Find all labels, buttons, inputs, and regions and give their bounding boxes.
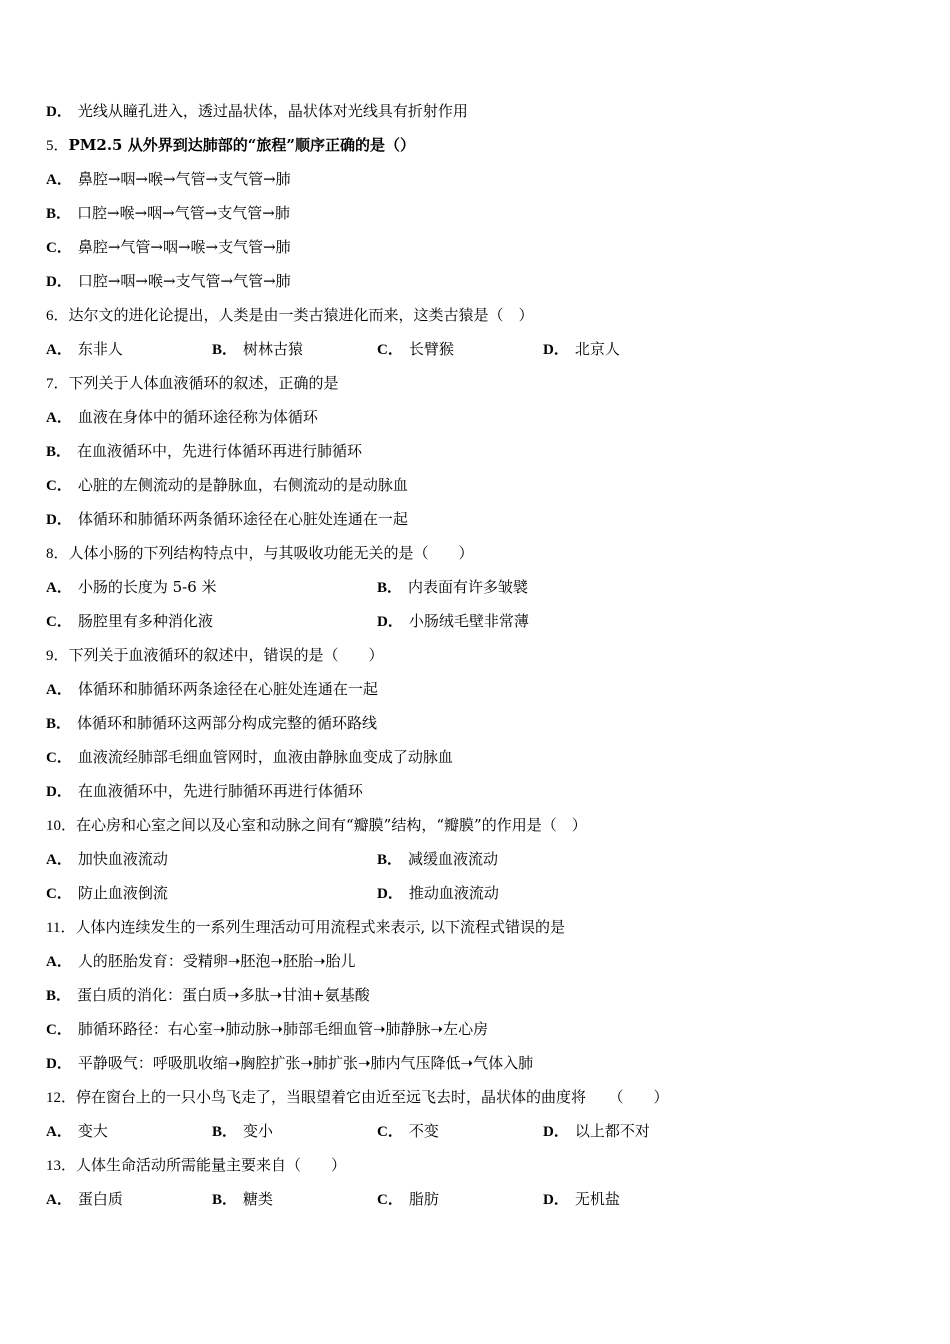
option-b-q6: B． 树林古猿 (212, 340, 304, 358)
option-d-q11: D． 平静吸气：呼吸肌收缩➝胸腔扩张➝肺扩张➝肺内气压降低➝气体入肺 (46, 1054, 534, 1072)
option-b-q9: B． 体循环和肺循环这两部分构成完整的循环路线 (46, 714, 378, 732)
option-c-q7: C． 心脏的左侧流动的是静脉血，右侧流动的是动脉血 (46, 476, 408, 494)
option-c-q6: C． 长臂猴 (377, 340, 454, 358)
option-c-q10: C． 防止血液倒流 (46, 884, 168, 902)
question-6: 6．达尔文的进化论提出，人类是由一类古猿进化而来，这类古猿是（ ） (46, 306, 534, 324)
option-d-q8: D． 小肠绒毛壁非常薄 (377, 612, 529, 630)
question-7: 7．下列关于人体血液循环的叙述，正确的是 (46, 374, 339, 392)
option-c-q5: C． 鼻腔→气管→咽→喉→支气管→肺 (46, 238, 291, 256)
option-d-q10: D． 推动血液流动 (377, 884, 499, 902)
question-8: 8．人体小肠的下列结构特点中，与其吸收功能无关的是（ ） (46, 544, 474, 562)
options-q8-row2 (46, 610, 906, 632)
option-a-q5: A． 鼻腔→咽→喉→气管→支气管→肺 (46, 170, 291, 188)
option-a-q6: A． 东非人 (46, 340, 123, 358)
option-d-q9: D． 在血液循环中，先进行肺循环再进行体循环 (46, 782, 363, 800)
option-a-q13: A． 蛋白质 (46, 1190, 123, 1208)
option-a-q12: A． 变大 (46, 1122, 108, 1140)
options-q8-row1 (46, 576, 906, 598)
question-9: 9．下列关于血液循环的叙述中，错误的是（ ） (46, 646, 384, 664)
option-a-q11: A． 人的胚胎发育：受精卵➝胚泡➝胚胎➝胎儿 (46, 952, 356, 970)
option-d-q4: D． 光线从瞳孔进入，透过晶状体，晶状体对光线具有折射作用 (46, 102, 468, 120)
option-c-q8: C． 肠腔里有多种消化液 (46, 612, 213, 630)
option-a-q7: A． 血液在身体中的循环途径称为体循环 (46, 408, 318, 426)
options-q10-row1 (46, 848, 906, 870)
option-b-q11: B． 蛋白质的消化：蛋白质➝多肽➝甘油+氨基酸 (46, 986, 370, 1004)
question-11: 11．人体内连续发生的一系列生理活动可用流程式来表示, 以下流程式错误的是 (46, 918, 565, 936)
option-b-q12: B． 变小 (212, 1122, 274, 1140)
option-b-q5: B． 口腔→喉→咽→气管→支气管→肺 (46, 204, 290, 222)
option-b-q7: B． 在血液循环中，先进行体循环再进行肺循环 (46, 442, 363, 460)
question-10: 10．在心房和心室之间以及心室和动脉之间有“瓣膜”结构，“瓣膜”的作用是（ ） (46, 816, 587, 834)
option-c-q11: C． 肺循环路径：右心室➝肺动脉➝肺部毛细血管➝肺静脉➝左心房 (46, 1020, 489, 1038)
option-a-q10: A． 加快血液流动 (46, 850, 168, 868)
options-q13 (46, 1188, 906, 1210)
question-5: 5．PM2.5 从外界到达肺部的“旅程”顺序正确的是（） (46, 136, 415, 154)
options-q12 (46, 1120, 906, 1142)
option-b-q8: B． 内表面有许多皱襞 (377, 578, 529, 596)
option-d-q7: D． 体循环和肺循环两条循环途径在心脏处连通在一起 (46, 510, 408, 528)
question-13: 13．人体生命活动所需能量主要来自（ ） (46, 1156, 347, 1174)
option-c-q9: C． 血液流经肺部毛细血管网时，血液由静脉血变成了动脉血 (46, 748, 453, 766)
option-b-q13: B． 糖类 (212, 1190, 274, 1208)
option-a-q8: A． 小肠的长度为 5-6 米 (46, 578, 217, 596)
option-c-q12: C． 不变 (377, 1122, 439, 1140)
option-d-q5: D． 口腔→咽→喉→支气管→气管→肺 (46, 272, 291, 290)
option-c-q13: C． 脂肪 (377, 1190, 439, 1208)
options-q6 (46, 338, 906, 360)
option-b-q10: B． 减缓血液流动 (377, 850, 499, 868)
options-q10-row2 (46, 882, 906, 904)
question-12: 12．停在窗台上的一只小鸟飞走了，当眼望着它由近至远飞去时，晶状体的曲度将 （ ） (46, 1088, 669, 1106)
option-d-q6: D． 北京人 (543, 340, 620, 358)
option-d-q12: D． 以上都不对 (543, 1122, 650, 1140)
option-a-q9: A． 体循环和肺循环两条途径在心脏处连通在一起 (46, 680, 378, 698)
option-d-q13: D． 无机盐 (543, 1190, 620, 1208)
